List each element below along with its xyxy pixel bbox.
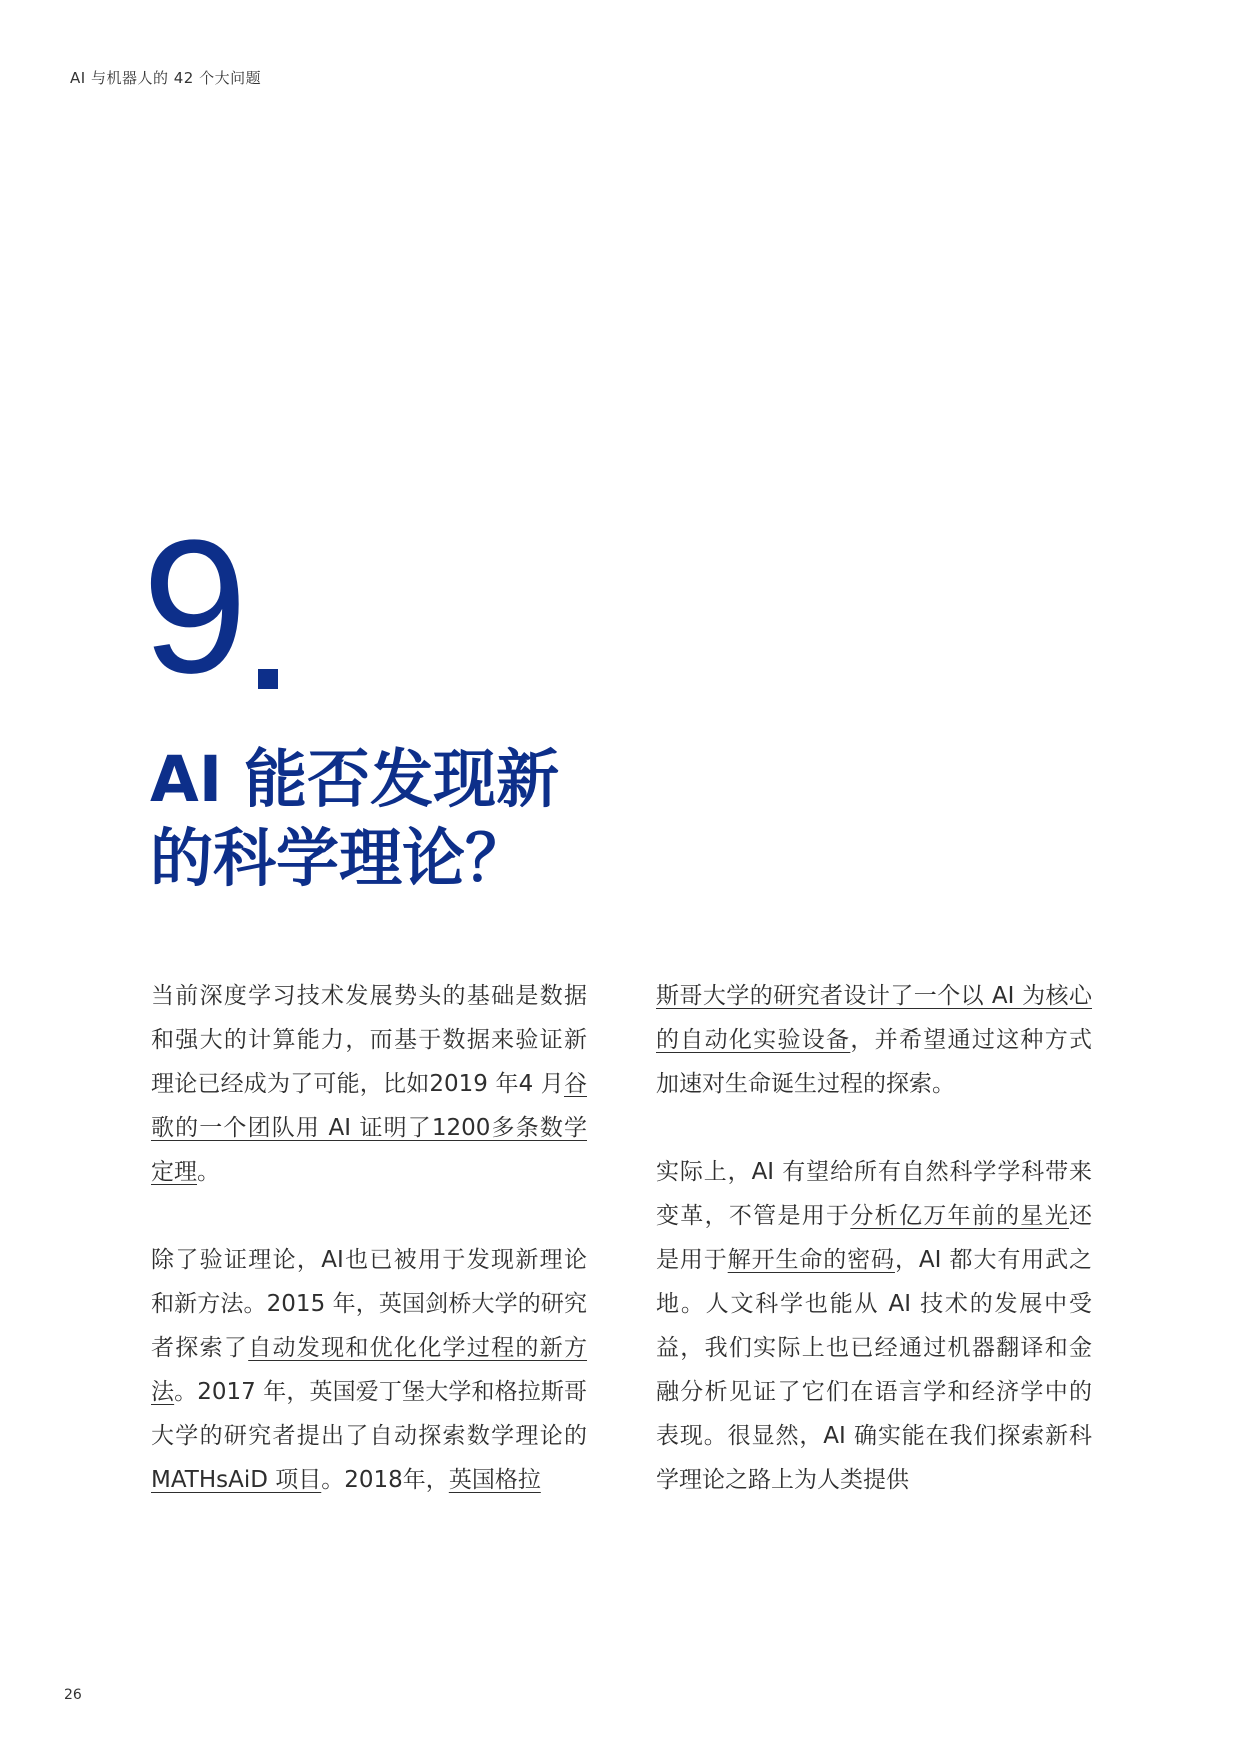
paragraph-text: 实际上，AI 有望给所有自然科学学科带来变革，不管是用于 [656,1159,1092,1229]
chapter-number: 9 [142,501,244,713]
chapter-number-dot [258,669,278,689]
link-life-code[interactable]: 解开生命的密码 [727,1247,895,1273]
paragraph-text: 。2017 年，英国爱丁堡大学和格拉斯哥大学的研究者提出了自动探索数学理论的 [151,1379,587,1449]
paragraph-text: 除了验证理论，AI也已被用于发现新理论和新方法。2015 年，英国剑桥大学的研究者探索了 [151,1247,587,1361]
paragraph-text: ，并希望通过这种方式加速对生命诞生过程的探索。 [656,1027,1093,1097]
body-column-left [151,974,587,1502]
paragraph-text: 。 [197,1159,220,1185]
link-chemical-process[interactable]: 自动发现和优化化学过程的新方法 [151,1335,588,1405]
chapter-title [150,740,610,898]
chapter-title-line-2: 的科学理论？ [150,822,528,895]
paragraph-1 [151,974,587,1194]
paragraph-text: ，AI 都大有用武之地。人文科学也能从 AI 技术的发展中受益，我们实际上也已经通过机器翻译和金融分析见证了它们在语言学和经济学中的表现。很显然，AI 确实能在我们探索新科学理论之路上为人类提供 [656,1247,1093,1493]
link-mathsaid[interactable]: MATHsAiD 项目 [151,1467,322,1493]
page-number: 26 [64,1687,82,1703]
body-column-right [656,974,1092,1502]
chapter-title-line-1: AI 能否发现新 [150,743,560,816]
link-glasgow-device-part-2[interactable]: 斯哥大学的研究者设计了一个以 AI 为核心的自动化实验设备 [656,983,1092,1053]
link-starlight[interactable]: 分析亿万年前的星光 [850,1203,1070,1229]
paragraph-text: 。2018年， [321,1467,449,1493]
paragraph-text: 还是用于 [656,1203,1093,1273]
link-glasgow-device-part-1[interactable]: 英国格拉 [448,1467,541,1493]
paragraph-2-part-1 [151,1238,587,1502]
link-google-theorems[interactable]: 谷歌的一个团队用 AI 证明了1200多条数学定理 [151,1071,587,1185]
paragraph-text: 当前深度学习技术发展势头的基础是数据和强大的计算能力，而基于数据来验证新理论已经成为了可能，比如2019 年4 月 [151,983,587,1097]
paragraph-2-part-2 [656,974,1092,1106]
running-header: AI 与机器人的 42 个大问题 [70,69,262,87]
paragraph-3 [656,1150,1092,1502]
